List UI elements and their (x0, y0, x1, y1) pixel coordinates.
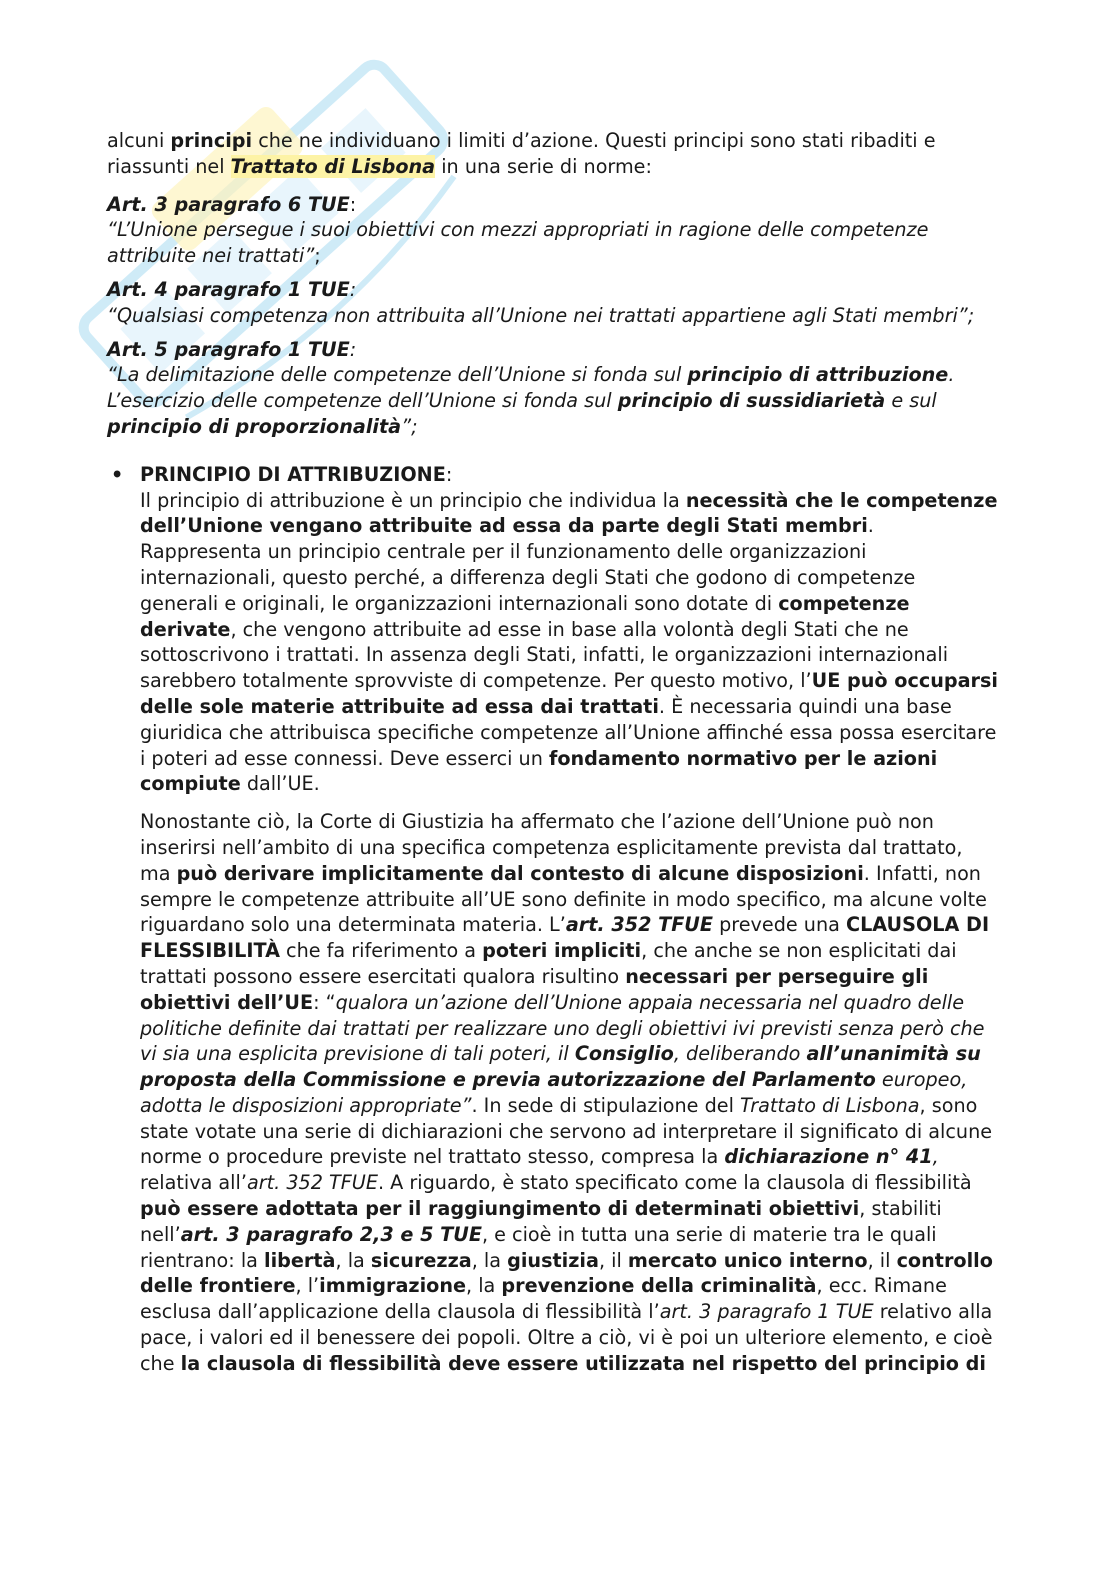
quote-text: e sul (885, 389, 937, 413)
paragraph-bold-italic: all’unanimità su proposta della Commissione e previa autorizzazione del Parlamento (140, 1042, 981, 1092)
paragraph-bold: la clausola di flessibilità deve essere utilizzata nel rispetto del principio di (180, 1351, 986, 1375)
paragraph-bold: UE può occuparsi delle sole materie attribuite ad essa dai trattati (140, 669, 998, 718)
paragraph-text: : “ (313, 990, 336, 1014)
section-title-colon: : (445, 462, 453, 486)
paragraph-bold: immigrazione (319, 1274, 467, 1298)
paragraph-italic: art. 352 TFUE (246, 1171, 378, 1195)
paragraph-bold-italic: art. 352 TFUE (565, 913, 713, 937)
intro-treaty-name: Trattato di Lisbona (230, 154, 436, 178)
section-title (140, 462, 999, 488)
paragraph-text: . A riguardo, è stato specificato come la clausola di flessibilità (377, 1171, 972, 1195)
paragraph-bold: può derivare implicitamente dal contesto di alcune disposizioni (176, 861, 864, 885)
paragraph-text: dall’UE. (240, 772, 320, 796)
article-quote: “Qualsiasi competenza non attribuita all’Unione nei trattati appartiene agli Stati membri”; (107, 303, 975, 327)
article-heading-text: Art. 4 paragrafo 1 TUE (107, 277, 350, 301)
paragraph-bold: giustizia (507, 1248, 599, 1272)
quote-bold: principio di sussidiarietà (617, 389, 886, 413)
paragraph-text: , la (471, 1248, 508, 1272)
section-paragraph-1 (140, 488, 999, 798)
intro-paragraph (107, 128, 999, 180)
article-heading-text: Art. 5 paragrafo 1 TUE (107, 337, 350, 361)
paragraph-italic: art. 3 paragrafo 1 TUE (659, 1300, 874, 1324)
quote-text: ”; (401, 414, 418, 438)
paragraph-bold: poteri impliciti (482, 939, 642, 963)
paragraph-text: , il (867, 1248, 897, 1272)
paragraph-text: relativa all’ (140, 1171, 247, 1195)
article-heading-text: Art. 3 paragrafo 6 TUE (107, 192, 350, 216)
paragraph-text: , l’ (295, 1274, 320, 1298)
paragraph-text: . Infatti, non sempre le competenze attribuite all’UE sono definite in modo specifico, ma alcune volte riguardano solo una determinata materia. L’ (140, 861, 987, 937)
paragraph-text: Il principio di attribuzione è un principio che individua la (140, 488, 686, 512)
intro-text: alcuni (107, 129, 171, 152)
paragraph-italic: Trattato di Lisbona (740, 1093, 920, 1117)
paragraph-bold: CLAUSOLA DI FLESSIBILITÀ (140, 913, 990, 963)
paragraph-text: , stabiliti nell’ (140, 1197, 942, 1246)
quote-bold: principio di proporzionalità (107, 414, 402, 438)
paragraph-text: . In sede di stipulazione del (471, 1093, 740, 1117)
paragraph-text: . Rappresenta un principio centrale per il funzionamento delle organizzazioni internazionali, questo perché, a differenza degli Stati che godono di competenze generali e originali, le organizzazioni internazionali sono dotate di (140, 514, 916, 615)
paragraph-text: . È necessaria quindi una base giuridica che attribuisca specifiche competenze all’Unione affinché essa possa esercitare i poteri ad esse connessi. Deve esserci un (140, 694, 997, 770)
section-principio-attribuzione (107, 462, 999, 1377)
paragraph-italic: , deliberando (673, 1042, 807, 1066)
paragraph-italic: , (932, 1145, 939, 1169)
article-block-art5 (107, 337, 999, 440)
quote-text: . L’esercizio delle competenze dell’Unione si fonda sul (107, 363, 955, 413)
paragraph-text: , il (598, 1248, 628, 1272)
paragraph-italic: europeo, adotta le disposizioni appropriate” (140, 1068, 968, 1117)
article-heading-colon: : (349, 277, 357, 301)
paragraph-bold: libertà (264, 1248, 336, 1272)
paragraph-text: , la (335, 1248, 371, 1272)
paragraph-bold: necessità che le competenze dell’Unione vengano attribuite ad essa da parte degli Stati membri (140, 488, 998, 538)
bullet-icon: • (111, 462, 124, 486)
section-paragraph-2 (140, 809, 999, 1377)
paragraph-text: , la (466, 1274, 502, 1298)
article-heading-colon: : (349, 337, 357, 361)
paragraph-bold-italic: Consiglio (574, 1042, 674, 1066)
article-block-art3 (107, 192, 999, 269)
paragraph-bold: competenze derivate (140, 591, 910, 641)
intro-text: che ne individuano i limiti d’azione. Questi principi sono stati ribaditi e riassunti nel (107, 129, 936, 178)
paragraph-text: che fa riferimento a (279, 939, 483, 963)
paragraph-bold: controllo delle frontiere (140, 1248, 993, 1298)
paragraph-bold: necessari per perseguire gli obiettivi dell’UE (140, 964, 929, 1014)
quote-text: “La delimitazione delle competenze dell’Unione si fonda sul (107, 363, 688, 387)
section-title-text: PRINCIPIO DI ATTRIBUZIONE (140, 462, 446, 486)
paragraph-text: , e cioè in tutta una serie di materie tra le quali rientrano: la (140, 1222, 937, 1272)
intro-bold: principi (170, 129, 253, 152)
paragraph-bold: può essere adottata per il raggiungimento di determinati obiettivi (140, 1197, 860, 1221)
paragraph-italic: qualora un’azione dell’Unione appaia necessaria nel quadro delle politiche definite dai trattati per realizzare uno degli obiettivi ivi previsti senza però che vi sia una esplicita previsione di tali poteri, il (140, 990, 985, 1066)
paragraph-text: , che anche se non esplicitati dai trattati possono essere esercitati qualora risultino (140, 939, 957, 988)
paragraph-text: , sono state votate una serie di dichiarazioni che servono ad interpretare il significato di alcune norme o procedure previste nel trattato stesso, compresa la (140, 1093, 993, 1169)
intro-text: in una serie di norme: (435, 154, 652, 178)
document-page (107, 128, 999, 1377)
quote-bold: principio di attribuzione (687, 363, 949, 387)
paragraph-text: prevede una (713, 913, 846, 937)
paragraph-text: , ecc. Rimane esclusa dall’applicazione della clausola di flessibilità l’ (140, 1274, 947, 1324)
paragraph-text: relativo alla pace, i valori ed il benessere dei popoli. Oltre a ciò, vi è poi un ulteriore elemento, e cioè che (140, 1300, 993, 1375)
paragraph-bold-italic: art. 3 paragrafo 2,3 e 5 TUE (180, 1222, 482, 1246)
article-heading (107, 192, 999, 218)
article-heading (107, 277, 999, 303)
article-heading (107, 337, 999, 363)
paragraph-bold-italic: dichiarazione n° 41 (724, 1145, 933, 1169)
article-quote (107, 362, 999, 439)
article-quote (107, 217, 999, 269)
article-block-art4 (107, 277, 999, 329)
paragraph-text: Nonostante ciò, la Corte di Giustizia ha affermato che l’azione dell’Unione può non inserirsi nell’ambito di una specifica competenza esplicitamente prevista dal trattato, ma (140, 810, 963, 885)
paragraph-text: , che vengono attribuite ad esse in base alla volontà degli Stati che ne sottoscrivono i trattati. In assenza degli Stati, infatti, le organizzazioni internazionali sarebbero totalmente sprovviste di competenze. Per questo motivo, l’ (140, 617, 949, 693)
paragraph-bold: fondamento normativo per le azioni compiute (140, 746, 938, 796)
paragraph-bold: prevenzione della criminalità (501, 1274, 817, 1298)
article-quote-end: ; (314, 244, 321, 268)
article-quote-text: “L’Unione persegue i suoi obiettivi con mezzi appropriati in ragione delle competenze attribuite nei trattati” (107, 218, 929, 268)
paragraph-bold: sicurezza (370, 1248, 472, 1272)
paragraph-bold: mercato unico interno (627, 1248, 868, 1272)
article-heading-colon: : (349, 192, 357, 216)
